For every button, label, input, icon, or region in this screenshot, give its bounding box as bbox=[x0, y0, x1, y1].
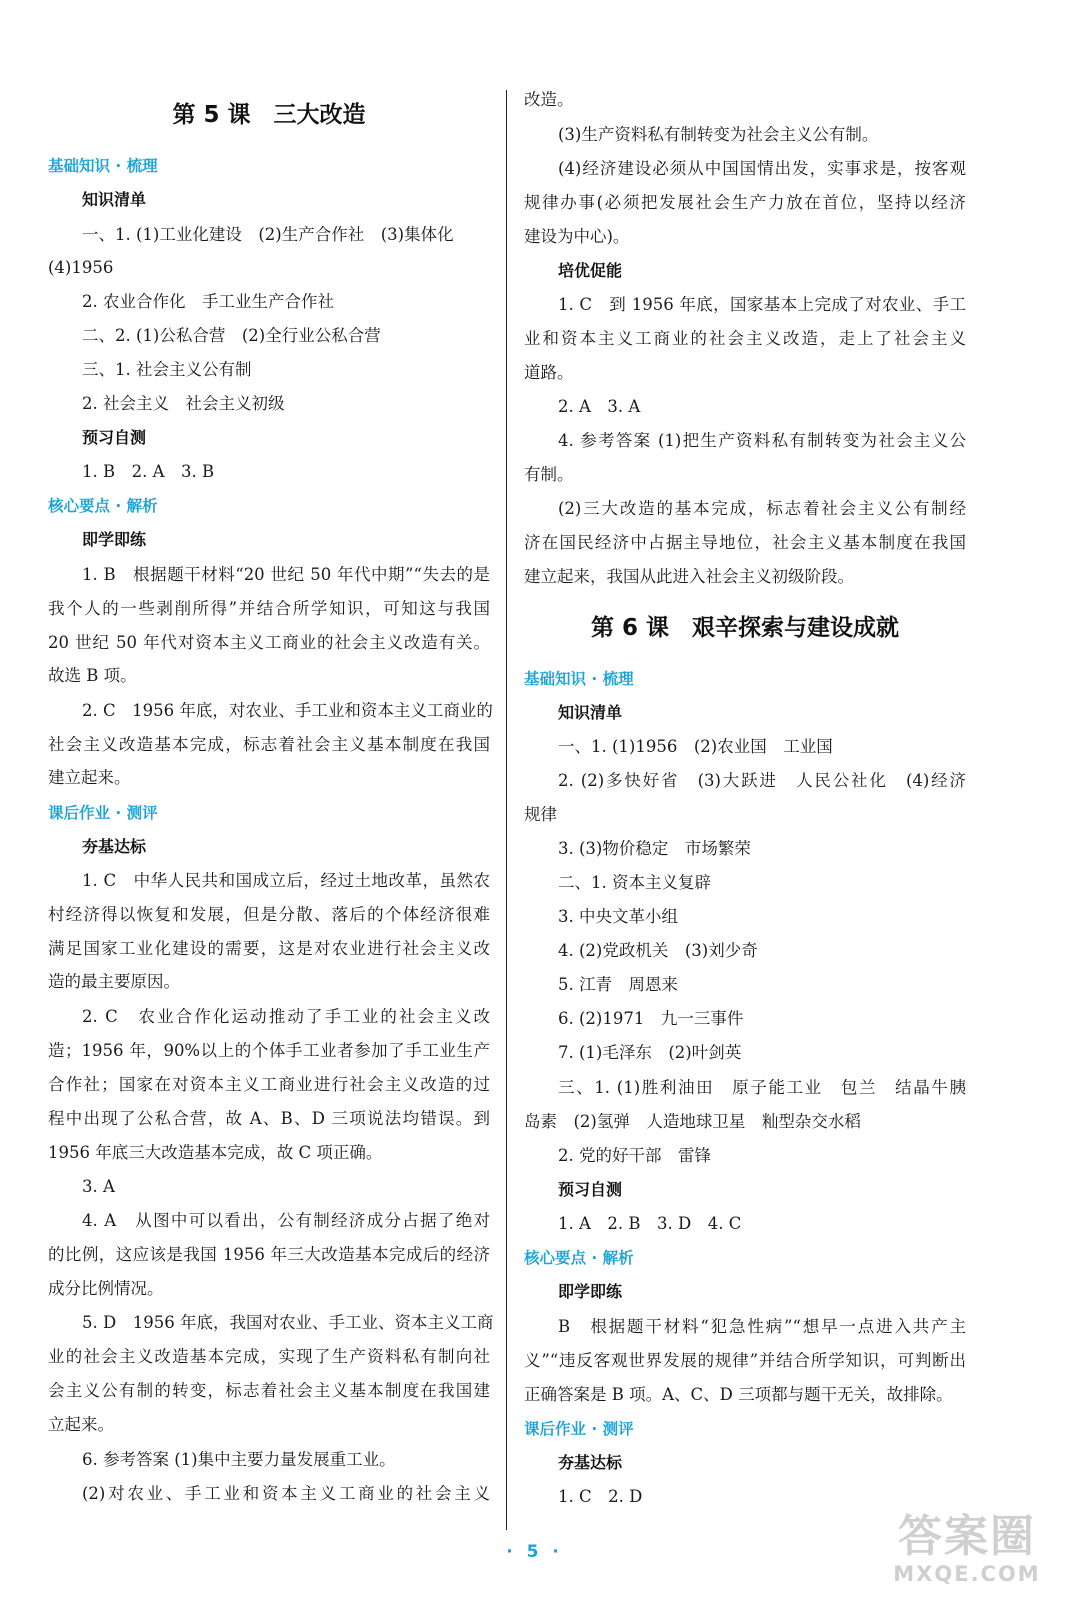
text-line: 6. (2)1971 九一三事件 bbox=[558, 1009, 744, 1028]
subheading-preview-test: 预习自测 bbox=[82, 428, 147, 447]
watermark-logo bbox=[872, 1500, 1062, 1595]
text-line: 满足国家工业化建设的需要，这是对农业进行社会主义改 bbox=[48, 939, 490, 958]
text-line: 的比例，这应该是我国 1956 年三大改造基本完成后的经济 bbox=[48, 1245, 490, 1264]
text-line: 2. 社会主义 社会主义初级 bbox=[82, 394, 285, 413]
text-line: 4. (2)党政机关 (3)刘少奇 bbox=[558, 941, 758, 960]
text-line: 业和资本主义工商业的社会主义改造，走上了社会主义 bbox=[524, 329, 966, 348]
subheading-knowledge-list: 知识清单 bbox=[558, 703, 623, 722]
subheading-practice: 即学即练 bbox=[82, 530, 147, 549]
text-line: 1. B 根据题干材料“20 世纪 50 年代中期”“失去的是 bbox=[82, 565, 490, 584]
text-line: 故选 B 项。 bbox=[48, 666, 137, 685]
text-line: 5. 江青 周恩来 bbox=[558, 975, 678, 994]
text-line: (3)生产资料私有制转变为社会主义公有制。 bbox=[558, 125, 879, 144]
text-line: 正确答案是 B 项。A、C、D 三项都与题干无关，故排除。 bbox=[524, 1385, 953, 1404]
text-line: 4. 参考答案 (1)把生产资料私有制转变为社会主义公 bbox=[558, 431, 966, 450]
text-line: 义”“违反客观世界发展的规律”并结合所学知识，可判断出 bbox=[524, 1351, 966, 1370]
text-line: 造；1956 年，90%以上的个体手工业者参加了手工业生产 bbox=[48, 1041, 490, 1060]
text-line: 建立起来。 bbox=[48, 768, 131, 787]
text-line: 1. C 2. D bbox=[558, 1487, 643, 1506]
section-homework: 课后作业 · 测评 bbox=[524, 1420, 634, 1438]
text-line: 1. C 中华人民共和国成立后，经过土地改革，虽然农 bbox=[82, 871, 490, 890]
text-line: (4)经济建设必须从中国国情出发，实事求是，按客观 bbox=[558, 159, 966, 178]
text-line: 我个人的一些剥削所得”并结合所学知识，可知这与我国 bbox=[48, 599, 490, 618]
text-line: 规律 bbox=[524, 805, 557, 824]
text-line: 社会主义改造基本完成，标志着社会主义基本制度在我国 bbox=[48, 735, 490, 754]
text-line: 2. A 3. A bbox=[558, 397, 641, 416]
subheading-foundation: 夯基达标 bbox=[558, 1453, 623, 1472]
text-line: 4. A 从图中可以看出，公有制经济成分占据了绝对 bbox=[82, 1211, 490, 1230]
page-number: · 5 · bbox=[506, 1542, 563, 1562]
section-homework: 课后作业 · 测评 bbox=[48, 804, 158, 822]
text-line: 立起来。 bbox=[48, 1415, 114, 1434]
text-line: (4)1956 bbox=[48, 258, 114, 277]
text-line: 1956 年底三大改造基本完成，故 C 项正确。 bbox=[48, 1143, 383, 1162]
text-line: 3. 中央文革小组 bbox=[558, 907, 678, 926]
column-divider bbox=[506, 90, 507, 1530]
text-line: 3. (3)物价稳定 市场繁荣 bbox=[558, 839, 751, 858]
text-line: 1. A 2. B 3. D 4. C bbox=[558, 1214, 742, 1233]
text-line: 造的最主要原因。 bbox=[48, 972, 180, 991]
text-line: 岛素 (2)氢弹 人造地球卫星 籼型杂交水稻 bbox=[524, 1112, 861, 1131]
text-line: (2)三大改造的基本完成，标志着社会主义公有制经 bbox=[558, 499, 966, 518]
text-line: 2. C 1956 年底，对农业、手工业和资本主义工商业的 bbox=[82, 701, 493, 720]
section-core-points: 核心要点 · 解析 bbox=[48, 497, 158, 515]
text-line: 二、1. 资本主义复辟 bbox=[558, 873, 711, 892]
text-line: 2. 农业合作化 手工业生产合作社 bbox=[82, 292, 334, 311]
lesson-6-title: 第 6 课 艰辛探索与建设成就 bbox=[590, 615, 900, 641]
text-line: 建立起来，我国从此进入社会主义初级阶段。 bbox=[524, 567, 854, 586]
text-line: 三、1. (1)胜利油田 原子能工业 包兰 结晶牛胰 bbox=[558, 1078, 966, 1097]
text-line: 规律办事(必须把发展社会生产力放在首位，坚持以经济 bbox=[524, 193, 966, 212]
text-line: 建设为中心)。 bbox=[524, 227, 630, 246]
text-line: 业的社会主义改造基本完成，实现了生产资料私有制向社 bbox=[48, 1347, 490, 1366]
text-line: 一、1. (1)1956 (2)农业国 工业国 bbox=[558, 737, 833, 756]
text-line: 济在国民经济中占据主导地位，社会主义基本制度在我国 bbox=[524, 533, 966, 552]
subheading-knowledge-list: 知识清单 bbox=[82, 190, 147, 209]
text-line: 有制。 bbox=[524, 465, 574, 484]
text-line: 7. (1)毛泽东 (2)叶剑英 bbox=[558, 1043, 742, 1062]
text-line: 程中出现了公私合营，故 A、B、D 三项说法均错误。到 bbox=[48, 1109, 490, 1128]
section-core-points: 核心要点 · 解析 bbox=[524, 1249, 634, 1267]
text-line: 二、2. (1)公私合营 (2)全行业公私合营 bbox=[82, 326, 381, 345]
subheading-advanced: 培优促能 bbox=[558, 261, 623, 280]
subheading-foundation: 夯基达标 bbox=[82, 837, 147, 856]
text-line: 1. C 到 1956 年底，国家基本上完成了对农业、手工 bbox=[558, 295, 966, 314]
text-line: 道路。 bbox=[524, 363, 574, 382]
text-line: 改造。 bbox=[524, 90, 574, 109]
text-line: 2. 党的好干部 雷锋 bbox=[558, 1146, 711, 1165]
text-line: 2. (2)多快好省 (3)大跃进 人民公社化 (4)经济 bbox=[558, 771, 966, 790]
text-line: 成分比例情况。 bbox=[48, 1279, 164, 1298]
text-line: 会主义公有制的转变，标志着社会主义基本制度在我国建 bbox=[48, 1381, 490, 1400]
subheading-preview-test: 预习自测 bbox=[558, 1180, 623, 1199]
section-basic-knowledge: 基础知识 · 梳理 bbox=[48, 157, 158, 175]
lesson-5-title: 第 5 课 三大改造 bbox=[172, 102, 366, 128]
text-line: 三、1. 社会主义公有制 bbox=[82, 360, 252, 379]
text-line: 2. C 农业合作化运动推动了手工业的社会主义改 bbox=[82, 1007, 490, 1026]
text-line: 1. B 2. A 3. B bbox=[82, 462, 215, 481]
watermark-main: 答案圈 bbox=[898, 1511, 1036, 1562]
text-line: 3. A bbox=[82, 1177, 115, 1196]
text-line: 村经济得以恢复和发展，但是分散、落后的个体经济很难 bbox=[48, 905, 490, 924]
text-line: B 根据题干材料“犯急性病”“想早一点进入共产主 bbox=[558, 1317, 966, 1336]
text-line: (2)对农业、手工业和资本主义工商业的社会主义 bbox=[82, 1484, 490, 1503]
section-basic-knowledge: 基础知识 · 梳理 bbox=[524, 670, 634, 688]
text-line: 5. D 1956 年底，我国对农业、手工业、资本主义工商 bbox=[82, 1313, 494, 1332]
text-line: 一、1. (1)工业化建设 (2)生产合作社 (3)集体化 bbox=[82, 225, 454, 244]
text-line: 6. 参考答案 (1)集中主要力量发展重工业。 bbox=[82, 1450, 396, 1469]
subheading-practice: 即学即练 bbox=[558, 1282, 623, 1301]
watermark-sub: MXQE.COM bbox=[893, 1562, 1041, 1586]
text-line: 合作社；国家在对资本主义工商业进行社会主义改造的过 bbox=[48, 1075, 490, 1094]
text-line: 20 世纪 50 年代对资本主义工商业的社会主义改造有关。 bbox=[48, 633, 490, 652]
